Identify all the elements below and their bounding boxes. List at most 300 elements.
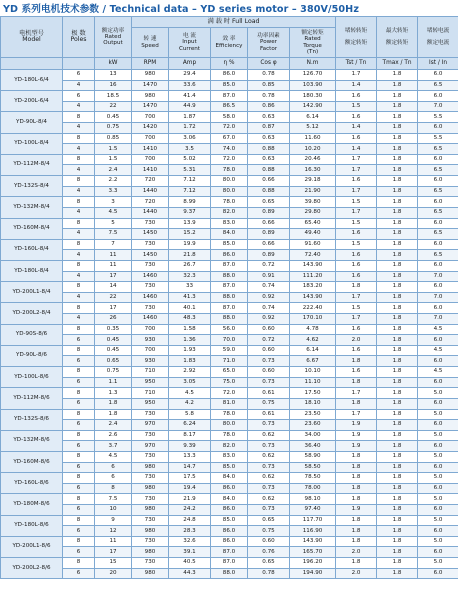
cell-tst: 1.6 xyxy=(336,112,377,123)
unit-current: Amp xyxy=(169,58,211,70)
cell-tmax: 1.8 xyxy=(377,123,418,134)
cell-current: 32.3 xyxy=(169,271,211,282)
cell-tst: 1.8 xyxy=(336,515,377,526)
cell-current: 14.7 xyxy=(169,462,211,473)
cell-poles: 6 xyxy=(63,483,95,494)
cell-power-factor: 0.60 xyxy=(248,345,290,356)
cell-ist: 6.0 xyxy=(418,218,458,229)
cell-tst: 1.7 xyxy=(336,186,377,197)
cell-current: 48.3 xyxy=(169,314,211,325)
cell-efficiency: 80.0 xyxy=(211,420,248,431)
cell-tst: 1.6 xyxy=(336,260,377,271)
cell-current: 40.5 xyxy=(169,558,211,569)
cell-tst: 2.0 xyxy=(336,335,377,346)
cell-tmax: 1.8 xyxy=(377,314,418,325)
cell-poles: 8 xyxy=(63,303,95,314)
cell-power-factor: 0.92 xyxy=(248,292,290,303)
cell-torque: 11.60 xyxy=(290,133,336,144)
cell-efficiency: 85.0 xyxy=(211,80,248,91)
header-ist: 堵转电流 额定电流 xyxy=(418,17,458,58)
cell-torque: 117.70 xyxy=(290,515,336,526)
cell-power-factor: 0.72 xyxy=(248,260,290,271)
table-row xyxy=(1,420,458,431)
cell-speed: 730 xyxy=(132,303,169,314)
table-row xyxy=(1,536,458,547)
cell-power-factor: 0.78 xyxy=(248,568,290,579)
cell-ist: 6.5 xyxy=(418,186,458,197)
cell-tmax: 1.8 xyxy=(377,345,418,356)
cell-power-factor: 0.73 xyxy=(248,462,290,473)
cell-poles: 6 xyxy=(63,91,95,102)
cell-tmax: 1.8 xyxy=(377,80,418,91)
cell-tst: 1.5 xyxy=(336,197,377,208)
cell-power-factor: 0.60 xyxy=(248,324,290,335)
cell-ist: 5.0 xyxy=(418,558,458,569)
cell-power-factor: 0.74 xyxy=(248,282,290,293)
cell-power-factor: 0.63 xyxy=(248,112,290,123)
cell-torque: 23.50 xyxy=(290,409,336,420)
cell-poles: 6 xyxy=(63,547,95,558)
cell-current: 41.4 xyxy=(169,91,211,102)
cell-tmax: 1.8 xyxy=(377,483,418,494)
cell-current: 15.2 xyxy=(169,229,211,240)
table-row xyxy=(1,218,458,229)
cell-poles: 6 xyxy=(63,377,95,388)
cell-torque: 103.90 xyxy=(290,80,336,91)
cell-current: 32.6 xyxy=(169,536,211,547)
cell-poles: 8 xyxy=(63,367,95,378)
cell-output: 3.3 xyxy=(95,186,132,197)
cell-ist: 6.0 xyxy=(418,483,458,494)
cell-poles: 8 xyxy=(63,154,95,165)
cell-torque: 78.00 xyxy=(290,483,336,494)
cell-ist: 6.0 xyxy=(418,70,458,81)
cell-torque: 10.20 xyxy=(290,144,336,155)
cell-poles: 8 xyxy=(63,176,95,187)
cell-current: 5.8 xyxy=(169,409,211,420)
table-row xyxy=(1,271,458,282)
cell-efficiency: 85.0 xyxy=(211,462,248,473)
table-body xyxy=(1,70,458,579)
cell-tst: 1.8 xyxy=(336,558,377,569)
cell-efficiency: 88.0 xyxy=(211,271,248,282)
table-row xyxy=(1,91,458,102)
cell-poles: 8 xyxy=(63,112,95,123)
cell-speed: 980 xyxy=(132,526,169,537)
cell-tst: 1.6 xyxy=(336,271,377,282)
cell-torque: 34.00 xyxy=(290,430,336,441)
cell-poles: 4 xyxy=(63,207,95,218)
cell-poles: 8 xyxy=(63,324,95,335)
cell-current: 17.5 xyxy=(169,473,211,484)
cell-output: 6 xyxy=(95,462,132,473)
table-row xyxy=(1,292,458,303)
cell-poles: 6 xyxy=(63,568,95,579)
unit-tst: Tst / Tn xyxy=(336,58,377,70)
cell-output: 10 xyxy=(95,504,132,515)
cell-current: 44.9 xyxy=(169,101,211,112)
cell-power-factor: 0.86 xyxy=(248,101,290,112)
cell-torque: 11.10 xyxy=(290,377,336,388)
cell-model: YD-132M-8/6 xyxy=(1,430,63,451)
cell-power-factor: 0.89 xyxy=(248,250,290,261)
cell-model: YD-180L-8/4 xyxy=(1,260,63,281)
cell-power-factor: 0.73 xyxy=(248,377,290,388)
cell-poles: 8 xyxy=(63,239,95,250)
cell-torque: 143.90 xyxy=(290,260,336,271)
cell-efficiency: 58.0 xyxy=(211,112,248,123)
cell-current: 2.92 xyxy=(169,367,211,378)
cell-tmax: 1.8 xyxy=(377,558,418,569)
cell-ist: 6.0 xyxy=(418,154,458,165)
cell-current: 3.5 xyxy=(169,144,211,155)
cell-ist: 6.0 xyxy=(418,176,458,187)
cell-ist: 4.5 xyxy=(418,367,458,378)
cell-torque: 78.50 xyxy=(290,473,336,484)
cell-speed: 1440 xyxy=(132,186,169,197)
cell-current: 41.3 xyxy=(169,292,211,303)
cell-output: 15 xyxy=(95,558,132,569)
cell-power-factor: 0.60 xyxy=(248,536,290,547)
cell-output: 2.4 xyxy=(95,420,132,431)
cell-poles: 4 xyxy=(63,229,95,240)
cell-current: 33 xyxy=(169,282,211,293)
cell-torque: 20.46 xyxy=(290,154,336,165)
header-model: 电机型号 Model xyxy=(1,17,63,58)
cell-tst: 1.8 xyxy=(336,536,377,547)
cell-ist: 6.0 xyxy=(418,504,458,515)
cell-torque: 143.90 xyxy=(290,292,336,303)
unit-power-factor: Cos φ xyxy=(248,58,290,70)
cell-tmax: 1.8 xyxy=(377,515,418,526)
cell-tmax: 1.8 xyxy=(377,186,418,197)
cell-efficiency: 88.0 xyxy=(211,292,248,303)
cell-tmax: 1.8 xyxy=(377,70,418,81)
cell-tst: 1.4 xyxy=(336,80,377,91)
cell-torque: 142.90 xyxy=(290,101,336,112)
cell-ist: 7.0 xyxy=(418,271,458,282)
cell-current: 26.7 xyxy=(169,260,211,271)
cell-ist: 6.5 xyxy=(418,144,458,155)
table-row xyxy=(1,101,458,112)
cell-speed: 730 xyxy=(132,282,169,293)
cell-current: 28.3 xyxy=(169,526,211,537)
cell-torque: 58.50 xyxy=(290,462,336,473)
cell-current: 1.58 xyxy=(169,324,211,335)
header-output: 额定功率 Rated Output xyxy=(95,17,132,58)
cell-output: 3.7 xyxy=(95,441,132,452)
cell-ist: 5.0 xyxy=(418,388,458,399)
cell-model: YD-132S-8/4 xyxy=(1,176,63,197)
cell-torque: 29.18 xyxy=(290,176,336,187)
cell-model: YD-132M-8/4 xyxy=(1,197,63,218)
cell-current: 1.87 xyxy=(169,112,211,123)
cell-poles: 6 xyxy=(63,420,95,431)
cell-ist: 5.0 xyxy=(418,515,458,526)
table-row xyxy=(1,282,458,293)
table-row xyxy=(1,154,458,165)
cell-speed: 980 xyxy=(132,568,169,579)
cell-torque: 6.14 xyxy=(290,112,336,123)
cell-output: 18.5 xyxy=(95,91,132,102)
cell-speed: 980 xyxy=(132,547,169,558)
table-row xyxy=(1,176,458,187)
cell-speed: 730 xyxy=(132,409,169,420)
cell-efficiency: 87.0 xyxy=(211,91,248,102)
cell-tst: 1.7 xyxy=(336,292,377,303)
unit-blank-model xyxy=(1,58,63,70)
cell-ist: 6.0 xyxy=(418,441,458,452)
cell-current: 3.06 xyxy=(169,133,211,144)
cell-poles: 8 xyxy=(63,282,95,293)
cell-ist: 7.0 xyxy=(418,292,458,303)
cell-output: 8 xyxy=(95,483,132,494)
cell-poles: 6 xyxy=(63,462,95,473)
cell-ist: 6.5 xyxy=(418,250,458,261)
table-row xyxy=(1,367,458,378)
cell-efficiency: 78.0 xyxy=(211,197,248,208)
cell-tmax: 1.8 xyxy=(377,409,418,420)
cell-torque: 196.20 xyxy=(290,558,336,569)
cell-power-factor: 0.62 xyxy=(248,430,290,441)
cell-tst: 1.7 xyxy=(336,165,377,176)
cell-power-factor: 0.76 xyxy=(248,547,290,558)
cell-output: 4.5 xyxy=(95,207,132,218)
cell-ist: 5.0 xyxy=(418,430,458,441)
header-torque: 额定转矩 Rated Torque (Tn) xyxy=(290,28,336,58)
cell-power-factor: 0.88 xyxy=(248,144,290,155)
table-row xyxy=(1,398,458,409)
cell-output: 2.4 xyxy=(95,165,132,176)
cell-ist: 6.0 xyxy=(418,547,458,558)
header-current: 电 流 Input Current xyxy=(169,28,211,58)
cell-tmax: 1.8 xyxy=(377,112,418,123)
cell-poles: 4 xyxy=(63,271,95,282)
table-row xyxy=(1,494,458,505)
cell-torque: 29.80 xyxy=(290,207,336,218)
cell-speed: 1440 xyxy=(132,207,169,218)
cell-tst: 1.7 xyxy=(336,409,377,420)
cell-output: 17 xyxy=(95,271,132,282)
cell-power-factor: 0.61 xyxy=(248,409,290,420)
cell-poles: 8 xyxy=(63,558,95,569)
cell-model: YD-200L2-8/4 xyxy=(1,303,63,324)
table-row xyxy=(1,239,458,250)
cell-output: 16 xyxy=(95,80,132,91)
cell-current: 13.9 xyxy=(169,218,211,229)
cell-current: 7.12 xyxy=(169,186,211,197)
cell-output: 6 xyxy=(95,473,132,484)
cell-model: YD-180L-6/4 xyxy=(1,70,63,91)
cell-poles: 8 xyxy=(63,409,95,420)
cell-tst: 1.8 xyxy=(336,356,377,367)
cell-torque: 116.90 xyxy=(290,526,336,537)
cell-ist: 6.0 xyxy=(418,420,458,431)
unit-speed: RPM xyxy=(132,58,169,70)
cell-torque: 222.40 xyxy=(290,303,336,314)
cell-current: 33.6 xyxy=(169,80,211,91)
cell-output: 13 xyxy=(95,70,132,81)
table-row xyxy=(1,80,458,91)
cell-output: 0.45 xyxy=(95,345,132,356)
cell-poles: 8 xyxy=(63,345,95,356)
table-row xyxy=(1,112,458,123)
cell-torque: 6.14 xyxy=(290,345,336,356)
cell-ist: 6.0 xyxy=(418,197,458,208)
cell-output: 7.5 xyxy=(95,494,132,505)
cell-output: 0.45 xyxy=(95,335,132,346)
cell-current: 1.72 xyxy=(169,123,211,134)
table-row xyxy=(1,197,458,208)
cell-speed: 980 xyxy=(132,462,169,473)
cell-tmax: 1.8 xyxy=(377,165,418,176)
cell-current: 21.9 xyxy=(169,494,211,505)
cell-tst: 1.9 xyxy=(336,420,377,431)
cell-speed: 720 xyxy=(132,176,169,187)
table-row xyxy=(1,547,458,558)
cell-speed: 970 xyxy=(132,441,169,452)
cell-tst: 1.8 xyxy=(336,377,377,388)
cell-torque: 180.30 xyxy=(290,91,336,102)
cell-ist: 6.0 xyxy=(418,123,458,134)
cell-ist: 5.0 xyxy=(418,494,458,505)
cell-poles: 4 xyxy=(63,80,95,91)
table-row xyxy=(1,314,458,325)
cell-speed: 980 xyxy=(132,91,169,102)
table-row xyxy=(1,473,458,484)
cell-output: 11 xyxy=(95,250,132,261)
cell-torque: 97.40 xyxy=(290,504,336,515)
unit-efficiency: η % xyxy=(211,58,248,70)
cell-poles: 4 xyxy=(63,186,95,197)
cell-efficiency: 81.0 xyxy=(211,398,248,409)
cell-poles: 4 xyxy=(63,314,95,325)
cell-efficiency: 70.0 xyxy=(211,335,248,346)
cell-torque: 36.40 xyxy=(290,441,336,452)
cell-tmax: 1.8 xyxy=(377,282,418,293)
cell-efficiency: 80.0 xyxy=(211,176,248,187)
cell-current: 4.5 xyxy=(169,388,211,399)
header-power-factor: 功率因素 Power Factor xyxy=(248,28,290,58)
cell-tmax: 1.8 xyxy=(377,229,418,240)
cell-model: YD-90L-8/6 xyxy=(1,345,63,366)
cell-tst: 1.9 xyxy=(336,430,377,441)
cell-model: YD-160M-8/4 xyxy=(1,218,63,239)
cell-current: 9.37 xyxy=(169,207,211,218)
cell-tst: 1.9 xyxy=(336,504,377,515)
cell-ist: 6.0 xyxy=(418,568,458,579)
cell-torque: 98.10 xyxy=(290,494,336,505)
technical-data-table xyxy=(0,16,458,579)
cell-speed: 730 xyxy=(132,430,169,441)
cell-model: YD-90L-8/4 xyxy=(1,112,63,133)
unit-blank-poles xyxy=(63,58,95,70)
cell-power-factor: 0.75 xyxy=(248,526,290,537)
cell-output: 0.35 xyxy=(95,324,132,335)
cell-poles: 8 xyxy=(63,536,95,547)
unit-tmax: Tmax / Tn xyxy=(377,58,418,70)
cell-tmax: 1.8 xyxy=(377,197,418,208)
cell-tst: 1.6 xyxy=(336,133,377,144)
cell-speed: 1410 xyxy=(132,165,169,176)
cell-current: 29.4 xyxy=(169,70,211,81)
cell-power-factor: 0.85 xyxy=(248,80,290,91)
cell-tst: 1.6 xyxy=(336,345,377,356)
cell-power-factor: 0.92 xyxy=(248,314,290,325)
cell-torque: 91.60 xyxy=(290,239,336,250)
cell-power-factor: 0.63 xyxy=(248,133,290,144)
cell-poles: 6 xyxy=(63,335,95,346)
cell-torque: 4.62 xyxy=(290,335,336,346)
cell-efficiency: 87.0 xyxy=(211,282,248,293)
cell-output: 22 xyxy=(95,101,132,112)
cell-current: 13.3 xyxy=(169,451,211,462)
cell-efficiency: 75.0 xyxy=(211,377,248,388)
cell-efficiency: 83.0 xyxy=(211,451,248,462)
cell-tmax: 1.8 xyxy=(377,91,418,102)
cell-current: 39.1 xyxy=(169,547,211,558)
cell-speed: 710 xyxy=(132,367,169,378)
cell-speed: 1420 xyxy=(132,123,169,134)
cell-ist: 7.0 xyxy=(418,101,458,112)
cell-ist: 5.5 xyxy=(418,133,458,144)
cell-efficiency: 86.0 xyxy=(211,250,248,261)
cell-torque: 58.90 xyxy=(290,451,336,462)
cell-torque: 18.10 xyxy=(290,398,336,409)
cell-efficiency: 86.0 xyxy=(211,483,248,494)
cell-tmax: 1.8 xyxy=(377,133,418,144)
cell-ist: 5.0 xyxy=(418,409,458,420)
cell-tmax: 1.8 xyxy=(377,154,418,165)
cell-efficiency: 74.0 xyxy=(211,144,248,155)
cell-speed: 1460 xyxy=(132,292,169,303)
cell-power-factor: 0.88 xyxy=(248,186,290,197)
cell-power-factor: 0.73 xyxy=(248,356,290,367)
cell-efficiency: 78.0 xyxy=(211,165,248,176)
cell-speed: 1450 xyxy=(132,229,169,240)
cell-speed: 700 xyxy=(132,112,169,123)
cell-model: YD-180L-8/6 xyxy=(1,515,63,536)
cell-ist: 6.0 xyxy=(418,335,458,346)
cell-ist: 6.0 xyxy=(418,303,458,314)
cell-output: 1.1 xyxy=(95,377,132,388)
cell-power-factor: 0.65 xyxy=(248,515,290,526)
cell-model: YD-200L2-8/6 xyxy=(1,558,63,579)
cell-tst: 1.8 xyxy=(336,398,377,409)
cell-ist: 5.0 xyxy=(418,451,458,462)
table-row xyxy=(1,133,458,144)
cell-model: YD-100L-8/6 xyxy=(1,367,63,388)
cell-speed: 1410 xyxy=(132,144,169,155)
cell-tmax: 1.8 xyxy=(377,504,418,515)
cell-tst: 1.8 xyxy=(336,451,377,462)
cell-ist: 5.5 xyxy=(418,112,458,123)
cell-poles: 8 xyxy=(63,515,95,526)
cell-current: 4.2 xyxy=(169,398,211,409)
table-row xyxy=(1,515,458,526)
header-full-load: 满 载 时 Full Load xyxy=(132,17,336,28)
table-row xyxy=(1,165,458,176)
cell-efficiency: 86.5 xyxy=(211,101,248,112)
cell-tst: 1.6 xyxy=(336,229,377,240)
header-tmax: 最大转矩 额定转矩 xyxy=(377,17,418,58)
cell-output: 17 xyxy=(95,547,132,558)
cell-power-factor: 0.87 xyxy=(248,123,290,134)
cell-model: YD-200L1-8/6 xyxy=(1,536,63,557)
cell-power-factor: 0.78 xyxy=(248,70,290,81)
table-row xyxy=(1,260,458,271)
cell-current: 1.93 xyxy=(169,345,211,356)
